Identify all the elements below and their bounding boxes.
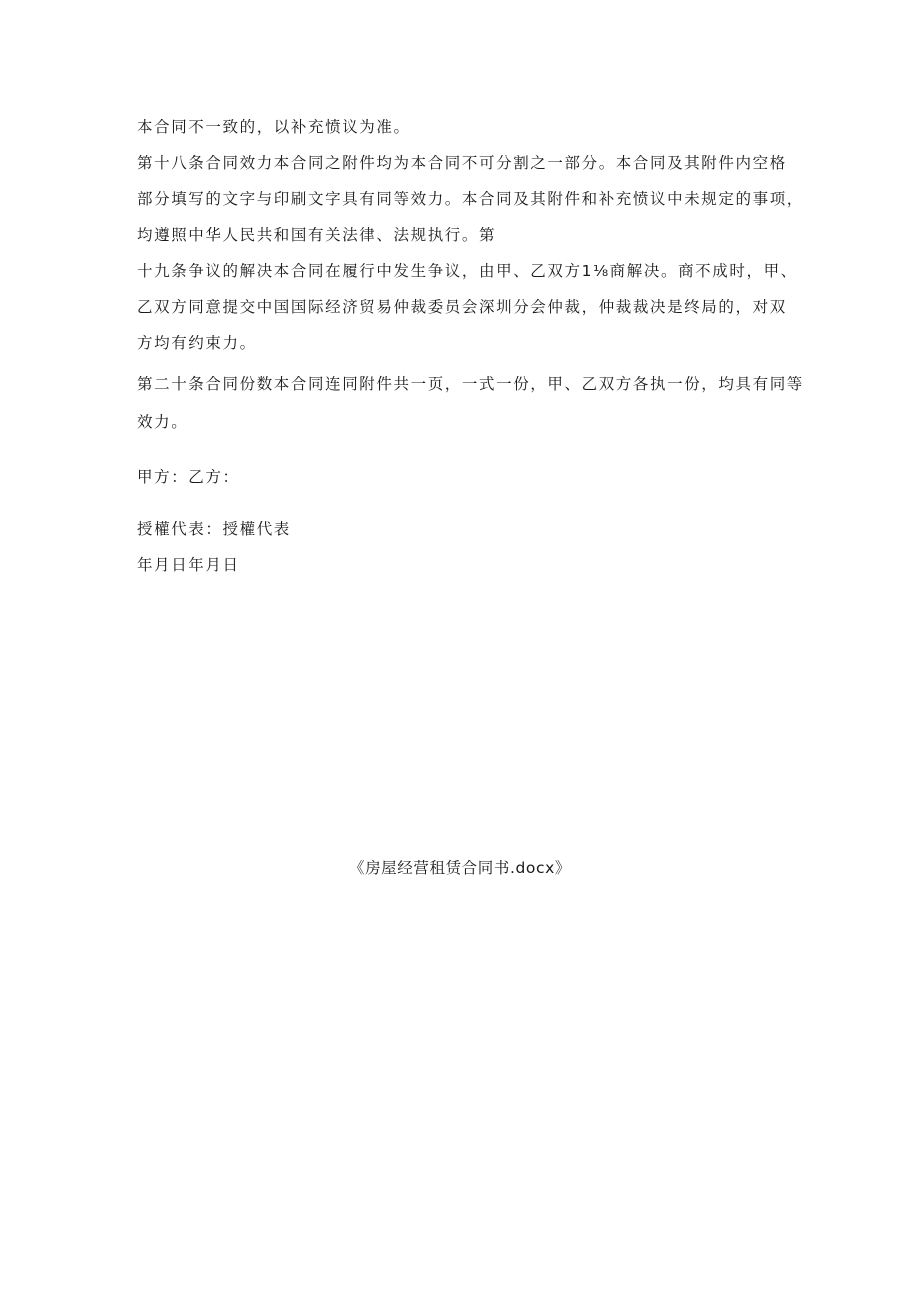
paragraph-line: 第二十条合同份数本合同连同附件共一页，一式一份，甲、乙双方各执一份，均具有同等: [137, 375, 804, 393]
paragraph-line: 效力。: [137, 413, 189, 431]
paragraph-line: 第十八条合同效力本合同之附件均为本合同不可分割之一部分。本合同及其附件内空格: [137, 154, 787, 172]
paragraph-line: 本合同不一致的，以补充愤议为准。: [137, 118, 411, 136]
paragraph-line: 十九条争议的解决本合同在履行中发生争议，由甲、乙双方1⅛商解决。商不成时，甲、: [137, 262, 798, 280]
paragraph-line: 方均有约束力。: [137, 334, 257, 352]
representatives-line: 授權代表：授權代表: [137, 520, 291, 538]
paragraph-line: 乙双方同意提交中国国际经济贸易仲裁委员会深圳分会仲裁，仲裁裁决是终局的，对双: [137, 298, 787, 316]
paragraph-line: 均遵照中华人民共和国有关法律、法规执行。第: [137, 226, 497, 244]
dates-line: 年月日年月日: [137, 556, 240, 574]
document-footer-title: 《房屋经营租赁合同书.docx》: [348, 859, 572, 877]
parties-line: 甲方：乙方：: [137, 468, 240, 486]
paragraph-line: 部分填写的文字与印刷文字具有同等效力。本合同及其附件和补充愤议中未规定的事项，: [137, 190, 804, 208]
